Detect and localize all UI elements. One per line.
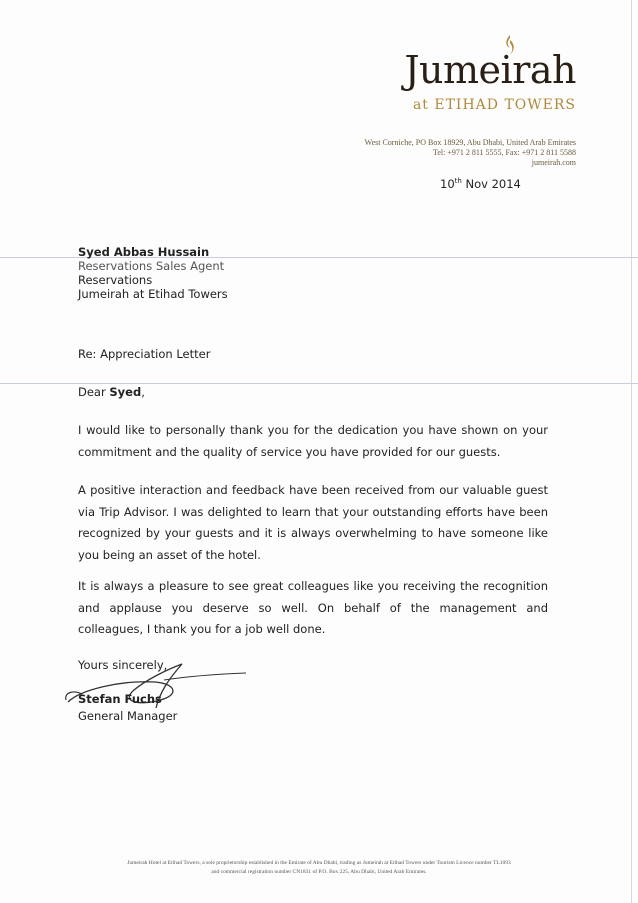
website-link[interactable]: jumeirah.com — [531, 158, 576, 167]
recipient-company: Jumeirah at Etihad Towers — [78, 287, 228, 301]
signer-name: Stefan Fuchs — [78, 692, 162, 706]
brand-subtitle: at ETIHAD TOWERS — [412, 97, 576, 113]
greeting-suffix: , — [141, 385, 145, 399]
brand-name: Jumeirah — [404, 48, 576, 92]
scan-artifact-line — [0, 383, 638, 384]
address-line: West Corniche, PO Box 18929, Abu Dhabi, United Arab Emirates — [364, 138, 576, 147]
closing: Yours sincerely, — [78, 658, 168, 672]
body-paragraph: It is always a pleasure to see great colleagues like you receiving the recognition and applause you deserve so well. On behalf of the management and colleagues, I thank you for a job well done. — [78, 579, 548, 636]
letter-date — [440, 177, 521, 191]
footer-legal: and commercial registration number CN1831 of P.O. Box 225, Abu Dhabi, United Arab Emirates. — [211, 869, 427, 875]
subject-line: Re: Appreciation Letter — [78, 347, 211, 361]
signer-title: General Manager — [78, 709, 178, 723]
date-suffix: th — [454, 177, 462, 186]
date-day: 10 — [440, 177, 455, 191]
greeting-name: Syed — [109, 385, 142, 399]
phone-line: Tel: +971 2 811 5555, Fax: +971 2 811 5588 — [433, 148, 576, 157]
greeting — [78, 385, 145, 399]
recipient-name: Syed Abbas Hussain — [78, 245, 210, 259]
signature-icon — [60, 640, 250, 720]
footer-legal: Jumeirah Hotel at Etihad Towers, a sole proprietorship established in the Emirate of Abu Dhabi, trading as Jumeirah at Etihad Towers under Tourism Licence number TL1093 — [127, 860, 511, 866]
page-edge — [631, 0, 632, 903]
body-paragraph: A positive interaction and feedback have been received from our valuable guest via Trip Advisor. I was delighted to learn that your outstanding efforts have been recognized by your guests and it is always overwhelming to have someone like you being an asset of the hotel. — [78, 483, 548, 562]
greeting-prefix: Dear — [78, 385, 110, 399]
recipient-position: Reservations Sales Agent — [78, 259, 225, 273]
recipient-department: Reservations — [78, 273, 153, 287]
date-rest: Nov 2014 — [461, 177, 521, 191]
body-paragraph: I would like to personally thank you for the dedication you have shown on your commitment and the quality of service you have provided for our guests. — [78, 423, 548, 459]
